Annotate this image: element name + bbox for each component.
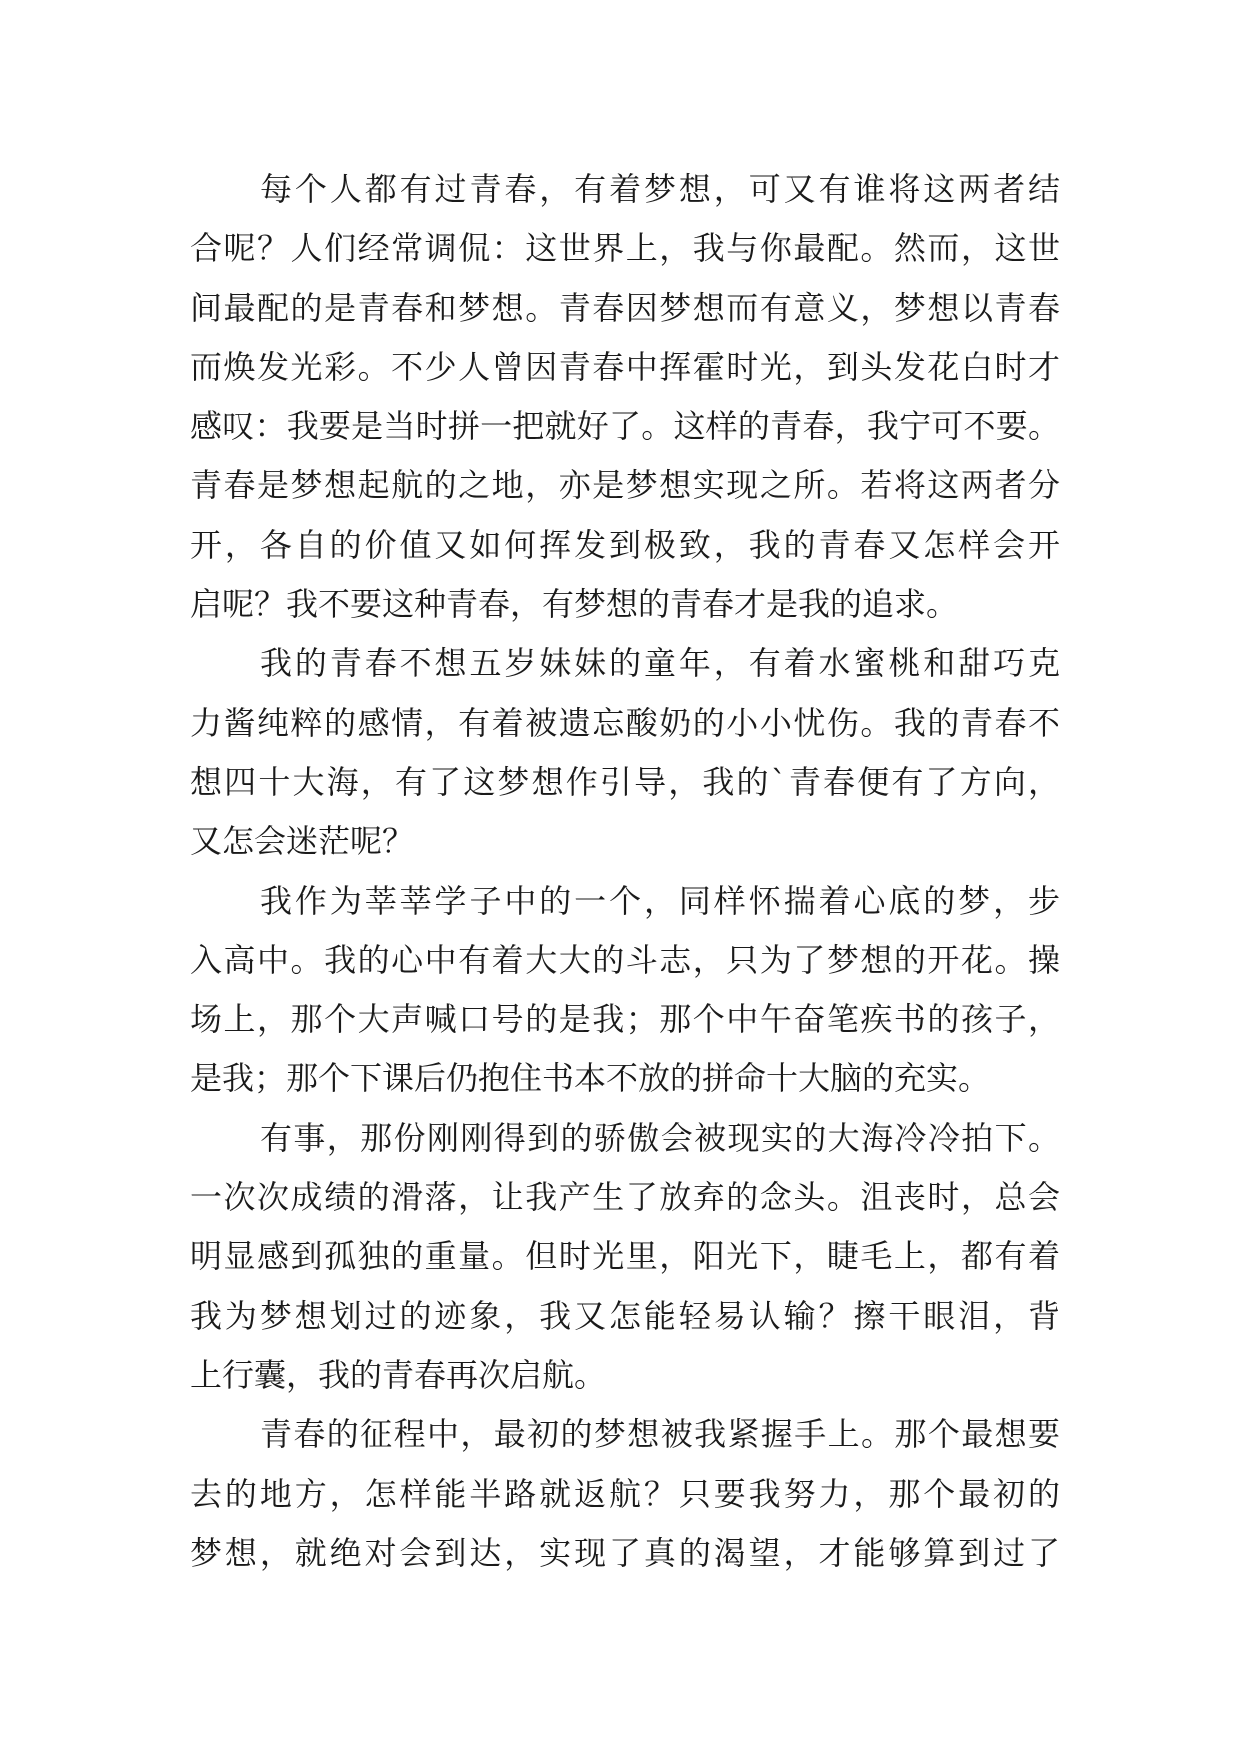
text-line: 入高中。我的心中有着大大的斗志，只为了梦想的开花。操 bbox=[190, 940, 1060, 979]
text-line: 明显感到孤独的重量。但时光里，阳光下，睫毛上，都有着 bbox=[190, 1237, 1060, 1276]
text-line: 我为梦想划过的迹象，我又怎能轻易认输？擦干眼泪，背 bbox=[190, 1296, 1060, 1335]
paragraph-1 bbox=[190, 160, 1060, 634]
text-line: 想四十大海，有了这梦想作引导，我的`青春便有了方向， bbox=[190, 762, 1060, 801]
text-line: 一次次成绩的滑落，让我产生了放弃的念头。沮丧时，总会 bbox=[190, 1178, 1060, 1217]
text-line: 去的地方，怎样能半路就返航？只要我努力，那个最初的 bbox=[190, 1474, 1060, 1513]
paragraph-4 bbox=[190, 1109, 1060, 1405]
text-line: 开，各自的价值又如何挥发到极致，我的青春又怎样会开 bbox=[190, 525, 1060, 564]
text-line: 我的青春不想五岁妹妹的童年，有着水蜜桃和甜巧克 bbox=[260, 644, 1060, 683]
paragraph-5 bbox=[190, 1405, 1060, 1583]
text-line: 间最配的是青春和梦想。青春因梦想而有意义，梦想以青春 bbox=[190, 288, 1060, 327]
text-line: 青春的征程中，最初的梦想被我紧握手上。那个最想要 bbox=[260, 1415, 1060, 1454]
text-line: 我作为莘莘学子中的一个，同样怀揣着心底的梦，步 bbox=[260, 881, 1060, 920]
text-line: 感叹：我要是当时拼一把就好了。这样的青春，我宁可不要。 bbox=[190, 407, 1060, 446]
text-line: 上行囊，我的青春再次启航。 bbox=[190, 1355, 607, 1394]
paragraph-3 bbox=[190, 872, 1060, 1109]
text-line: 合呢？人们经常调侃：这世界上，我与你最配。然而，这世 bbox=[190, 229, 1060, 268]
text-line: 场上，那个大声喊口号的是我；那个中午奋笔疾书的孩子， bbox=[190, 1000, 1060, 1039]
text-line: 青春是梦想起航的之地，亦是梦想实现之所。若将这两者分 bbox=[190, 466, 1060, 505]
text-line: 又怎会迷茫呢？ bbox=[190, 822, 415, 861]
text-line: 是我；那个下课后仍抱住书本不放的拼命十大脑的充实。 bbox=[190, 1059, 991, 1098]
text-line: 而焕发光彩。不少人曾因青春中挥霍时光，到头发花白时才 bbox=[190, 347, 1060, 386]
text-line: 启呢？我不要这种青春，有梦想的青春才是我的追求。 bbox=[190, 585, 959, 624]
text-line: 梦想，就绝对会到达，实现了真的渴望，才能够算到过了 bbox=[190, 1533, 1060, 1572]
text-line: 力酱纯粹的感情，有着被遗忘酸奶的小小忧伤。我的青春不 bbox=[190, 703, 1060, 742]
text-line: 每个人都有过青春，有着梦想，可又有谁将这两者结 bbox=[260, 170, 1060, 208]
text-line: 有事，那份刚刚得到的骄傲会被现实的大海冷冷拍下。 bbox=[260, 1118, 1060, 1157]
paragraph-2 bbox=[190, 634, 1060, 871]
document-body bbox=[190, 160, 1060, 1583]
